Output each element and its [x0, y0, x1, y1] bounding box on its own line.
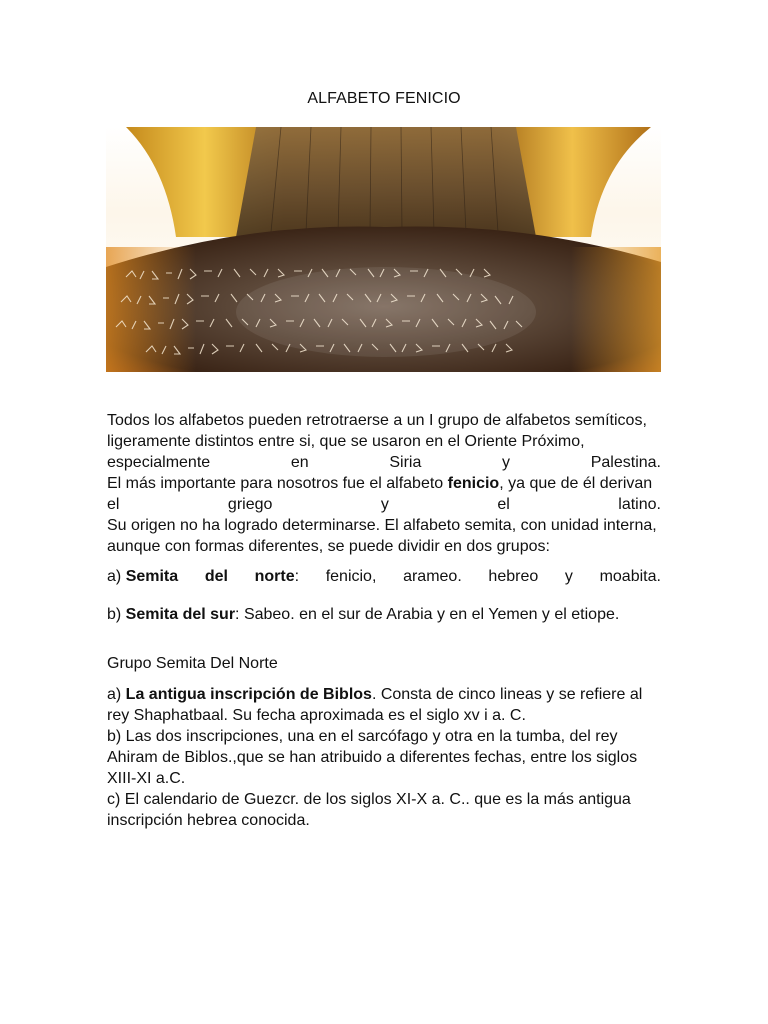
bold-term: La antigua inscripción de Biblos — [125, 686, 372, 703]
colon: : — [294, 568, 300, 585]
item-c-line-1: c) El calendario de Guezcr. de los siglos XI-X a. C.. que es la más antigua — [107, 791, 631, 808]
page-title: ALFABETO FENICIO — [307, 90, 461, 107]
bold-term: Semita del sur — [125, 606, 236, 623]
word: el — [497, 496, 510, 513]
word: moabita. — [599, 568, 661, 585]
word: y — [564, 568, 573, 585]
word: el — [107, 496, 120, 513]
item-b-line-3: XIII-XI a.C. — [107, 770, 186, 787]
group-a-norte — [255, 566, 299, 587]
word: y — [380, 496, 389, 513]
phoenician-inscription-photo — [106, 127, 661, 372]
word: y — [502, 454, 511, 471]
list-marker: a) — [107, 686, 126, 703]
word: griego — [227, 496, 273, 513]
list-marker: b) — [107, 606, 126, 623]
intro-line-6: Su origen no ha logrado determinarse. El alfabeto semita, con unidad interna, — [107, 517, 657, 534]
text-run: : Sabeo. en el sur de Arabia y en el Yemen y el etiope. — [235, 606, 620, 623]
intro-line-1: Todos los alfabetos pueden retrotraerse a un I grupo de alfabetos semíticos, — [107, 412, 647, 429]
group-a-line — [107, 566, 661, 587]
bold-term: fenicio — [447, 475, 500, 492]
item-b-line-2: Ahiram de Biblos.,que se han atribuido a diferentes fechas, entre los siglos — [107, 749, 638, 766]
intro-line-7: aunque con formas diferentes, se puede dividir en dos grupos: — [107, 538, 550, 555]
text-run: , ya que de él derivan — [499, 475, 653, 492]
intro-line-3 — [107, 452, 661, 473]
text-run: . Consta de cinco lineas y se refiere al — [371, 686, 643, 703]
word: Palestina. — [590, 454, 661, 471]
section-heading: Grupo Semita Del Norte — [107, 655, 278, 672]
word: en — [290, 454, 309, 471]
inscription-image-icon — [106, 127, 661, 372]
item-a-line-2: rey Shaphatbaal. Su fecha aproximada es el siglo xv i a. C. — [107, 707, 526, 724]
word: Siria — [389, 454, 422, 471]
bold-term: norte — [254, 568, 295, 585]
text-run: El más importante para nosotros fue el alfabeto — [107, 475, 448, 492]
intro-line-5 — [107, 494, 661, 515]
item-a-line-1 — [107, 684, 661, 705]
item-c-line-2: inscripción hebrea conocida. — [107, 812, 310, 829]
word: latino. — [618, 496, 661, 513]
group-a-label — [107, 566, 178, 587]
word: arameo. — [403, 568, 462, 585]
intro-paragraph — [107, 410, 661, 557]
list-marker: a) — [107, 568, 122, 585]
bold-term: Semita — [125, 568, 179, 585]
intro-line-2: ligeramente distintos entre si, que se usaron en el Oriente Próximo, — [107, 433, 585, 450]
items-list — [107, 684, 661, 831]
group-b-line — [107, 604, 661, 625]
intro-line-4 — [107, 473, 661, 494]
bold-term: del — [204, 568, 228, 585]
word: especialmente — [107, 454, 211, 471]
word: hebreo — [488, 568, 539, 585]
word: fenicio, — [325, 568, 377, 585]
item-b-line-1: b) Las dos inscripciones, una en el sarcófago y otra en la tumba, del rey — [107, 728, 618, 745]
